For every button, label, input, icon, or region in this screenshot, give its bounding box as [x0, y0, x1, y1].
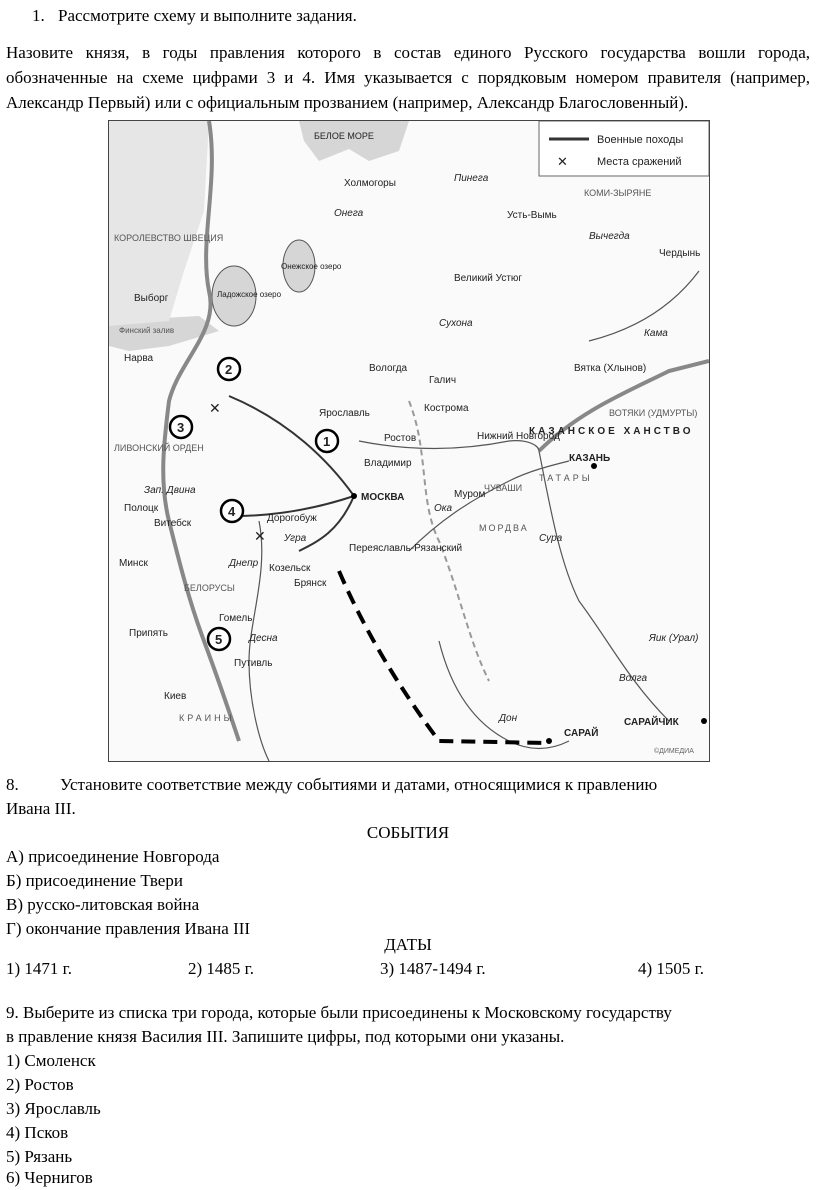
dates-title: ДАТЫ — [384, 935, 432, 954]
svg-text:2: 2 — [225, 362, 233, 377]
city-label: САРАЙ — [564, 728, 599, 739]
eastern-border — [539, 361, 709, 451]
event-item: А) присоединение Новгорода — [6, 847, 220, 866]
river-label: Угра — [284, 533, 307, 544]
city-label: Кострома — [424, 403, 469, 414]
city-label: Нарва — [124, 353, 154, 364]
question-1-heading — [32, 4, 357, 28]
city-label: Усть-Вымь — [507, 210, 557, 221]
svg-text:4: 4 — [228, 504, 236, 519]
marker-4 — [221, 500, 243, 522]
saraichik-dot — [701, 718, 707, 724]
marker-1 — [316, 430, 338, 452]
region-label: ЧУВАШИ — [484, 483, 523, 493]
city-label: Припять — [129, 628, 168, 639]
city-label: Холмогоры — [344, 178, 396, 189]
volga-river — [539, 451, 669, 721]
moscow-dot — [351, 493, 357, 499]
event-item: Г) окончание правления Ивана III — [6, 919, 251, 938]
question-8-heading-cont: Ивана III. — [6, 799, 76, 818]
legend-battle-icon: ✕ — [557, 154, 568, 169]
region-label: КРАИНЫ — [179, 713, 235, 723]
river-label: Яик (Урал) — [649, 633, 699, 644]
city-label: Владимир — [364, 458, 412, 469]
marker-3 — [170, 416, 192, 438]
city-label: Козельск — [269, 563, 311, 574]
text-line: обозначенные на схеме цифрами 3 и 4. Имя указывается с порядковым номером правителя (например, — [6, 68, 810, 87]
city-label: САРАЙЧИК — [624, 717, 679, 728]
option-item: 4) Псков — [6, 1123, 69, 1142]
region-label: МОРДВА — [479, 523, 529, 533]
region-label: Финский залив — [119, 326, 175, 335]
river-label: Онега — [334, 208, 364, 219]
question-title: Установите соответствие между событиями и датами, относящимися к правлению — [60, 775, 658, 794]
battle-mark-icon: ✕ — [254, 528, 266, 544]
question-1-text — [6, 40, 810, 115]
river-label: Ока — [434, 503, 453, 514]
question-number: 1. — [32, 6, 45, 25]
city-label: Брянск — [294, 578, 327, 589]
question-9-text: в правление князя Василия III. Запишите цифры, под которыми они указаны. — [6, 1027, 565, 1046]
region-label: КАЗАНСКОЕ ХАНСТВО — [529, 426, 694, 437]
map-credit: ©ДИМЕДИА — [654, 748, 694, 755]
city-label: КАЗАНЬ — [569, 453, 611, 464]
date-item: 4) 1505 г. — [638, 959, 704, 978]
city-label: Ярославль — [319, 408, 370, 419]
river-label: Пинега — [454, 173, 489, 184]
city-label: Галич — [429, 375, 457, 386]
city-label: МОСКВА — [361, 492, 405, 503]
question-title: Рассмотрите схему и выполните задания. — [58, 6, 357, 25]
city-label: Переяславль-Рязанский — [349, 543, 463, 554]
region-label: КОМИ-ЗЫРЯНЕ — [584, 188, 652, 198]
river-label: Десна — [249, 633, 278, 644]
date-item: 1) 1471 г. — [6, 959, 72, 978]
svg-text:1: 1 — [323, 434, 331, 449]
city-label: Муром — [454, 489, 486, 500]
event-item: В) русско-литовская война — [6, 895, 200, 914]
battle-mark-icon: ✕ — [209, 400, 221, 416]
river-label: Вычегда — [589, 231, 630, 242]
river-label: Сухона — [439, 318, 473, 329]
option-item: 6) Чернигов — [6, 1168, 93, 1187]
option-item: 1) Смоленск — [6, 1051, 96, 1070]
dashed-border — [409, 401, 489, 681]
region-label: ЛИВОНСКИЙ ОРДЕН — [114, 443, 204, 453]
city-label: Великий Устюг — [454, 273, 523, 284]
date-item: 3) 1487-1494 г. — [380, 959, 486, 978]
city-label: Витебск — [154, 518, 192, 529]
city-label: Дорогобуж — [267, 513, 317, 524]
question-number: 8. — [6, 775, 19, 794]
legend-battles: Места сражений — [597, 156, 682, 168]
region-label: Онежское озеро — [281, 262, 342, 271]
text-line: Назовите князя, в годы правления которого в состав единого Русского государства вошли города, — [6, 43, 810, 62]
sarai-dot — [546, 738, 552, 744]
region-label: БЕЛОЕ МОРЕ — [314, 131, 374, 141]
river-label: Зап. Двина — [144, 485, 196, 496]
question-8-heading — [6, 773, 657, 797]
text-line: Александр Первый) или с официальным прозванием (например, Александр Благословенный). — [6, 93, 689, 112]
don-river — [439, 641, 569, 749]
river-label: Сура — [539, 533, 563, 544]
region-label: БЕЛОРУСЫ — [184, 583, 235, 593]
marker-2 — [218, 358, 240, 380]
city-label: Нижний Новгород — [477, 431, 560, 442]
city-label: Вятка (Хлынов) — [574, 363, 647, 374]
svg-text:3: 3 — [177, 420, 185, 435]
question-9-text: 9. Выберите из списка три города, которые были присоединены к Московскому государству — [6, 1003, 672, 1022]
city-label: Минск — [119, 558, 148, 569]
historical-map — [108, 120, 710, 762]
events-title: СОБЫТИЯ — [366, 823, 450, 842]
marker-5 — [208, 628, 230, 650]
region-label: ТАТАРЫ — [539, 473, 593, 483]
city-label: Ростов — [384, 433, 417, 444]
city-label: Путивль — [234, 658, 273, 669]
region-label: КОРОЛЕВСТВО ШВЕЦИЯ — [114, 233, 224, 243]
river-label: Волга — [619, 673, 648, 684]
svg-text:5: 5 — [215, 632, 223, 647]
river-label: Дон — [499, 713, 518, 724]
legend-campaigns: Военные походы — [597, 134, 684, 146]
white-sea-area — [299, 121, 409, 161]
option-item: 2) Ростов — [6, 1075, 74, 1094]
city-label: Вологда — [369, 363, 408, 374]
region-label: Ладожское озеро — [217, 290, 282, 299]
option-item: 5) Рязань — [6, 1147, 73, 1166]
event-item: Б) присоединение Твери — [6, 871, 183, 890]
city-label: Чердынь — [659, 248, 701, 259]
city-label: Полоцк — [124, 503, 159, 514]
river-label: Кама — [644, 328, 668, 339]
option-item: 3) Ярославль — [6, 1099, 101, 1118]
river-label: Днепр — [229, 558, 259, 569]
city-label: Выборг — [134, 293, 169, 304]
region-label: ВОТЯКИ (УДМУРТЫ) — [609, 408, 698, 418]
city-label: Гомель — [219, 613, 253, 624]
city-label: Киев — [164, 691, 187, 702]
date-item: 2) 1485 г. — [188, 959, 254, 978]
